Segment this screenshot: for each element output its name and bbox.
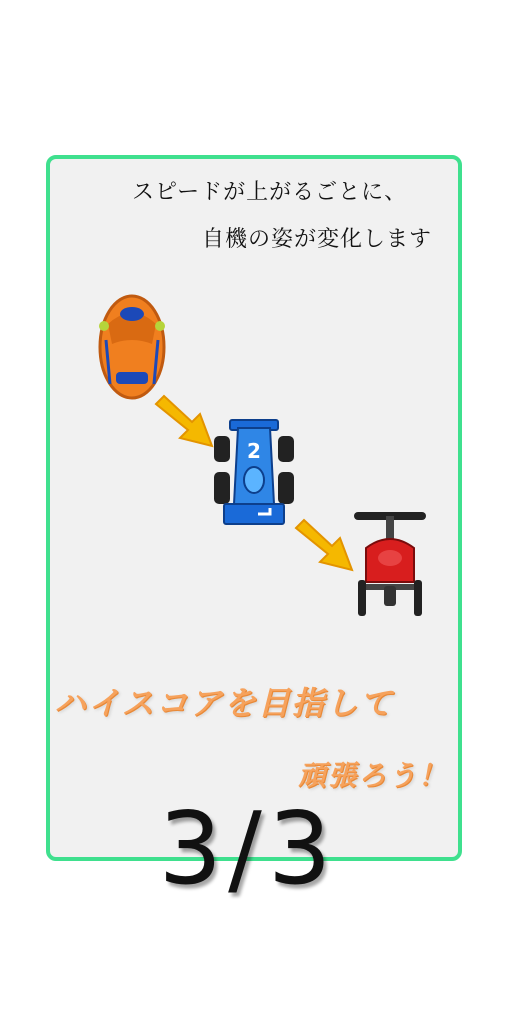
- orange-car-icon: [92, 294, 172, 400]
- arrow-icon: [292, 518, 358, 574]
- encourage-line-2: 頑張ろう！: [298, 759, 449, 792]
- tricycle-icon: [352, 508, 430, 618]
- race-car-icon: [212, 420, 296, 526]
- page-indicator: 3/3: [158, 790, 338, 907]
- race-car-number: 2: [247, 439, 261, 463]
- caption-line-1: スピードが上がるごとに、: [132, 180, 408, 205]
- encourage-line-1: ハイスコアを目指して: [54, 684, 394, 722]
- arrow-icon: [152, 394, 218, 450]
- caption-line-2: 自機の姿が変化します: [202, 227, 433, 252]
